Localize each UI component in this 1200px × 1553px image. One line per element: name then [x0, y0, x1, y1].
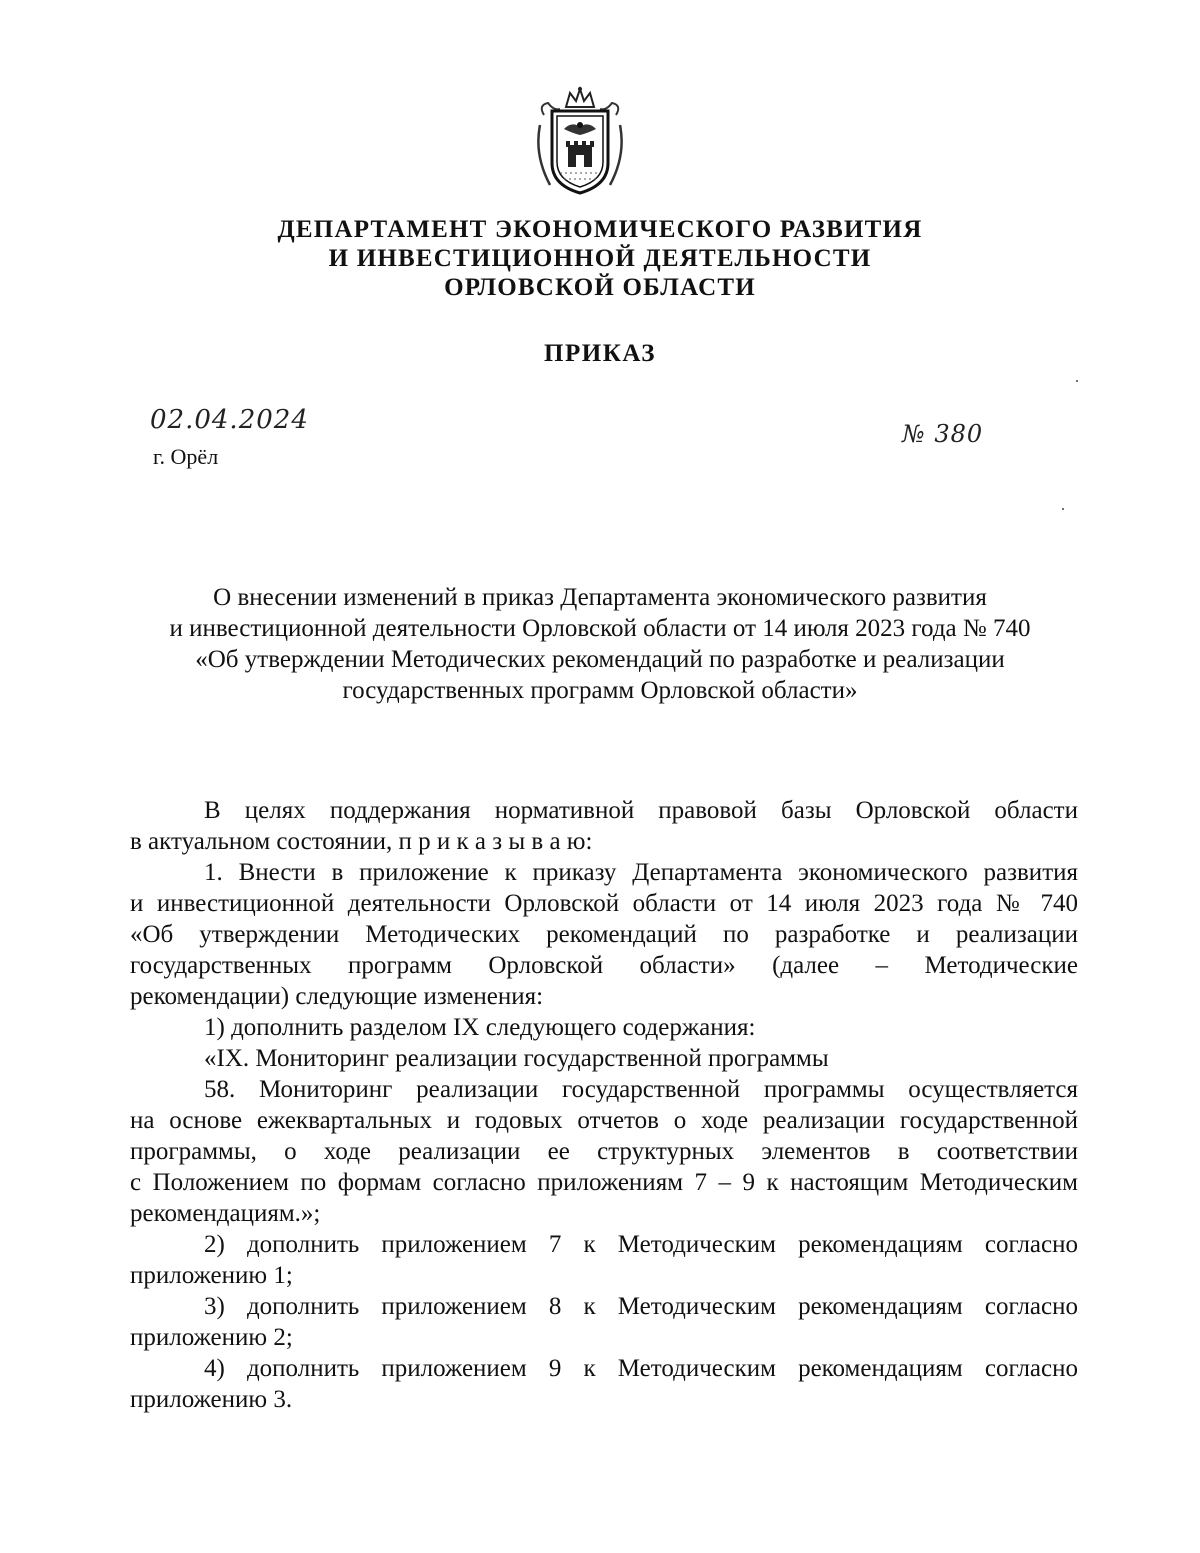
subject-line: и инвестиционной деятельности Орловской области от 14 июля 2023 года № 740 — [169, 615, 1031, 642]
body-line: 4) дополнить приложением 9 к Методическим рекомендациям согласно — [204, 1355, 1078, 1382]
body-line: «Об утверждении Методических рекомендаций по разработке и реализации — [130, 921, 1078, 948]
body-line: государственных программ Орловской области» (далее – Методические — [130, 952, 1078, 979]
body-line: приложению 3. — [130, 1386, 293, 1413]
department-name-line-3: ОРЛОВСКОЙ ОБЛАСТИ — [444, 274, 756, 301]
body-line: «IX. Мониторинг реализации государственной программы — [204, 1045, 829, 1072]
body-line: с Положением по формам согласно приложениям 7 – 9 к настоящим Методическим — [130, 1169, 1078, 1196]
body-line: 1. Внести в приложение к приказу Департамента экономического развития — [204, 859, 1078, 886]
scan-speck — [1062, 508, 1064, 510]
department-name-line-2: И ИНВЕСТИЦИОННОЙ ДЕЯТЕЛЬНОСТИ — [328, 245, 872, 272]
subject-line: О внесении изменений в приказ Департамента экономического развития — [213, 584, 987, 611]
body-line: 3) дополнить приложением 8 к Методическим рекомендациям согласно — [204, 1293, 1078, 1320]
body-line: приложению 2; — [130, 1324, 293, 1351]
body-line: и инвестиционной деятельности Орловской области от 14 июля 2023 года № 740 — [130, 890, 1078, 917]
order-subject — [0, 582, 1200, 706]
body-line: приложению 1; — [130, 1262, 293, 1289]
order-title: ПРИКАЗ — [544, 340, 656, 367]
handwritten-date: 02.04.2024 — [150, 405, 309, 435]
body-line: 1) дополнить разделом IX следующего содержания: — [204, 1014, 756, 1041]
handwritten-number: № 380 — [902, 420, 984, 448]
body-line: 58. Мониторинг реализации государственной программы осуществляется — [204, 1076, 1078, 1103]
body-line: В целях поддержания нормативной правовой базы Орловской области — [204, 797, 1078, 824]
body-line: в актуальном состоянии, п р и к а з ы в а ю: — [130, 828, 593, 855]
department-name-line-1: ДЕПАРТАМЕНТ ЭКОНОМИЧЕСКОГО РАЗВИТИЯ — [277, 216, 923, 243]
subject-line: государственных программ Орловской области» — [342, 677, 858, 704]
body-line: на основе ежеквартальных и годовых отчетов о ходе реализации государственной — [130, 1107, 1078, 1134]
body-line: программы, о ходе реализации ее структурных элементов в соответствии — [130, 1138, 1078, 1165]
body-line: 2) дополнить приложением 7 к Методическим рекомендациям согласно — [204, 1231, 1078, 1258]
scan-speck — [1076, 380, 1078, 382]
body-line: рекомендациям.»; — [130, 1200, 321, 1227]
subject-line: «Об утверждении Методических рекомендаций по разработке и реализации — [195, 646, 1005, 673]
coat-of-arms-emblem — [530, 85, 630, 197]
order-body — [130, 795, 1078, 1415]
body-line: рекомендации) следующие изменения: — [130, 983, 544, 1010]
city-label: г. Орёл — [153, 444, 219, 469]
